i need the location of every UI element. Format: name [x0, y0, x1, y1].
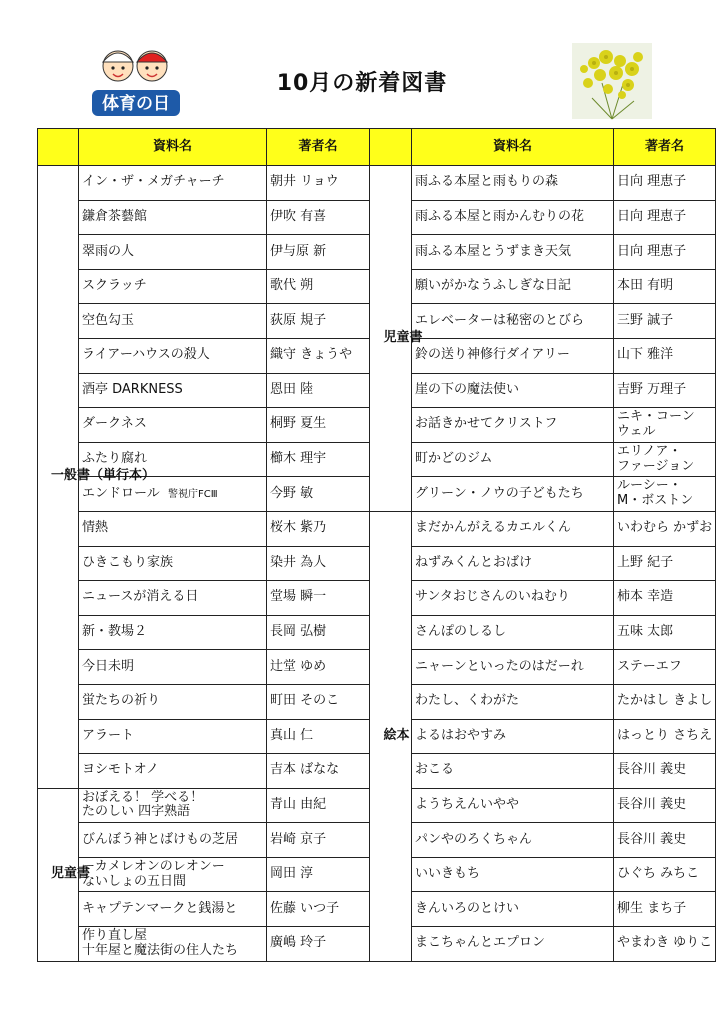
header-title-right: 資料名 — [412, 129, 614, 166]
title-line-1: おぼえる！ 学べる！ — [82, 789, 204, 805]
header-blank-right — [370, 129, 412, 166]
book-author: 柿本 幸造 — [614, 581, 716, 616]
book-author: 長岡 弘樹 — [267, 615, 370, 650]
book-author: 長谷川 義史 — [614, 823, 716, 858]
book-title: ひきこもり家族 — [79, 546, 267, 581]
title-main: エンドロール — [82, 485, 160, 501]
page-title: 10月の新着図書 — [276, 71, 448, 96]
book-title: エレベーターは秘密のとびら — [412, 304, 614, 339]
book-title: びんぼう神とばけもの芝居 — [79, 823, 267, 858]
table-row — [38, 511, 716, 546]
table-row — [38, 166, 716, 201]
title-line-2: ないしょの五日間 — [82, 873, 187, 889]
book-author: はっとり さちえ — [614, 719, 716, 754]
book-author: 岩崎 京子 — [267, 823, 370, 858]
book-author: 岡田 淳 — [267, 857, 370, 892]
book-title: スクラッチ — [79, 269, 267, 304]
book-author: 櫛木 理宇 — [267, 442, 370, 477]
book-author: 廣嶋 玲子 — [267, 927, 370, 962]
book-title: ふたり腐れ — [79, 442, 267, 477]
book-title: 新・教場２ — [79, 615, 267, 650]
book-title: 酒亭 DARKNESS — [79, 373, 267, 408]
book-title: ライアーハウスの殺人 — [79, 338, 267, 373]
category-picture: 絵本 — [370, 511, 412, 961]
book-author: ステーエフ — [614, 650, 716, 685]
book-author: 佐藤 いつ子 — [267, 892, 370, 927]
book-author: いわむら かずお — [614, 511, 716, 546]
book-author: たかはし きよし — [614, 684, 716, 719]
author-line-2: M・ボストン — [617, 493, 694, 509]
book-author: 染井 為人 — [267, 546, 370, 581]
book-author: 長谷川 義史 — [614, 754, 716, 789]
book-title: パンやのろくちゃん — [412, 823, 614, 858]
author-line-1: ニキ・コーン — [617, 409, 695, 425]
header-blank-left — [38, 129, 79, 166]
book-title: 鎌倉茶藝館 — [79, 200, 267, 235]
book-author: 真山 仁 — [267, 719, 370, 754]
book-title: いいきもち — [412, 857, 614, 892]
category-children-left: 児童書 — [38, 788, 79, 961]
book-author: 恩田 陸 — [267, 373, 370, 408]
book-title — [79, 857, 267, 892]
book-title: ダークネス — [79, 408, 267, 443]
book-title: 雨ふる本屋と雨もりの森 — [412, 166, 614, 201]
book-title: 情熱 — [79, 511, 267, 546]
book-author: 伊与原 新 — [267, 235, 370, 270]
title-line-1: ーカメレオンのレオンー — [82, 858, 225, 874]
author-line-2: ファージョン — [617, 458, 695, 474]
book-title: 今日未明 — [79, 650, 267, 685]
book-title: まだかんがえるカエルくん — [412, 511, 614, 546]
book-author: 長谷川 義史 — [614, 788, 716, 823]
book-title: 鈴の送り神修行ダイアリー — [412, 338, 614, 373]
title-sub: 警視庁FCⅢ — [168, 488, 218, 500]
book-author: 日向 理恵子 — [614, 200, 716, 235]
book-author: 伊吹 有喜 — [267, 200, 370, 235]
book-author: 朝井 リョウ — [267, 166, 370, 201]
book-author: 三野 誠子 — [614, 304, 716, 339]
book-author: 桜木 紫乃 — [267, 511, 370, 546]
book-title: 翠雨の人 — [79, 235, 267, 270]
table-header-row — [38, 129, 716, 166]
book-title: イン・ザ・メガチャーチ — [79, 166, 267, 201]
header-author-right: 著者名 — [614, 129, 716, 166]
book-title — [79, 927, 267, 962]
book-title: お話きかせてクリストフ — [412, 408, 614, 443]
book-author: 荻原 規子 — [267, 304, 370, 339]
book-author: 青山 由紀 — [267, 788, 370, 823]
book-title: わたし、くわがた — [412, 684, 614, 719]
book-title: 雨ふる本屋とうずまき天気 — [412, 235, 614, 270]
book-author: 上野 紀子 — [614, 546, 716, 581]
book-title: まこちゃんとエプロン — [412, 927, 614, 962]
new-books-table — [37, 128, 716, 962]
book-author: 桐野 夏生 — [267, 408, 370, 443]
book-author: 今野 敏 — [267, 477, 370, 512]
book-title: ニャーンといったのはだーれ — [412, 650, 614, 685]
book-title: 蛍たちの祈り — [79, 684, 267, 719]
book-title: ようちえんいやや — [412, 788, 614, 823]
category-general: 一般書（単行本） — [38, 166, 79, 789]
author-line-1: ルーシー・ — [617, 478, 682, 494]
category-children-right: 児童書 — [370, 166, 412, 512]
book-author: 歌代 朔 — [267, 269, 370, 304]
book-title: 空色勾玉 — [79, 304, 267, 339]
header-author-left: 著者名 — [267, 129, 370, 166]
book-author: ひぐち みちこ — [614, 857, 716, 892]
book-title: 雨ふる本屋と雨かんむりの花 — [412, 200, 614, 235]
header-title-left: 資料名 — [79, 129, 267, 166]
book-author: やまわき ゆりこ — [614, 927, 716, 962]
book-author: 町田 そのこ — [267, 684, 370, 719]
title-line-1: 作り直し屋 — [82, 927, 148, 943]
book-title: 町かどのジム — [412, 442, 614, 477]
book-title: サンタおじさんのいねむり — [412, 581, 614, 616]
book-title: ねずみくんとおばけ — [412, 546, 614, 581]
book-author: 五味 太郎 — [614, 615, 716, 650]
title-line-2: たのしい 四字熟語 — [82, 804, 191, 820]
author-line-1: エリノア・ — [617, 443, 682, 459]
title-line-2: 十年屋と魔法街の住人たち — [82, 942, 239, 958]
author-line-2: ウェル — [617, 423, 656, 439]
logo-text: 体育の日 — [102, 94, 170, 114]
book-author — [614, 408, 716, 443]
book-title: よるはおやすみ — [412, 719, 614, 754]
book-author: 山下 雅洋 — [614, 338, 716, 373]
book-author: 織守 きょうや — [267, 338, 370, 373]
book-author — [614, 442, 716, 477]
book-author: 吉野 万理子 — [614, 373, 716, 408]
book-title: アラート — [79, 719, 267, 754]
book-title — [79, 788, 267, 823]
book-title: 願いがかなうふしぎな日記 — [412, 269, 614, 304]
book-title: キャプテンマークと銭湯と — [79, 892, 267, 927]
book-author: 柳生 まち子 — [614, 892, 716, 927]
book-author — [614, 477, 716, 512]
book-author: 辻堂 ゆめ — [267, 650, 370, 685]
book-author: 堂場 瞬一 — [267, 581, 370, 616]
book-title: おこる — [412, 754, 614, 789]
book-title: ヨシモトオノ — [79, 754, 267, 789]
book-title: 崖の下の魔法使い — [412, 373, 614, 408]
book-title: ニュースが消える日 — [79, 581, 267, 616]
book-title: さんぽのしるし — [412, 615, 614, 650]
book-author: 本田 有明 — [614, 269, 716, 304]
book-title: グリーン・ノウの子どもたち — [412, 477, 614, 512]
book-title: きんいろのとけい — [412, 892, 614, 927]
book-author: 日向 理恵子 — [614, 235, 716, 270]
book-author: 吉本 ばなな — [267, 754, 370, 789]
book-author: 日向 理恵子 — [614, 166, 716, 201]
